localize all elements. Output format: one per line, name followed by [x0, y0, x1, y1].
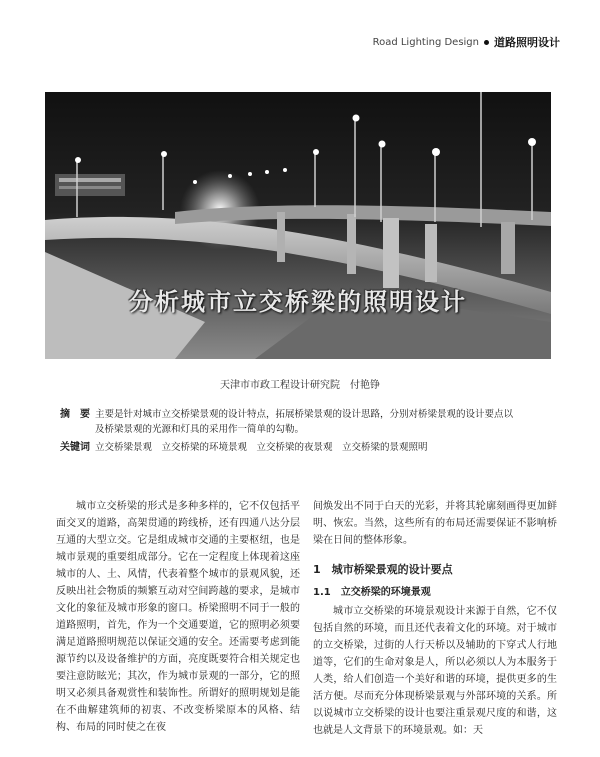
- header-english: Road Lighting Design: [372, 36, 479, 48]
- section-heading: 1 城市桥梁景观的设计要点: [313, 563, 453, 576]
- paragraph: 间焕发出不同于白天的光彩，并将其轮廓刻画得更加鲜明、恢宏。当然，这些所有的布局还需要保证不影响桥梁在日间的整体形象。: [313, 501, 557, 546]
- abstract-text: 主要是针对城市立交桥梁景观的设计特点，拓展桥梁景观的设计思路，分别对桥梁景观的设计要点以及桥梁景观的光源和灯具的采用作一简单的勾勒。: [95, 409, 514, 435]
- author-affiliation: 天津市市政工程设计研究院 付艳铮: [220, 380, 380, 391]
- running-header: [373, 34, 560, 50]
- abstract-label: 摘 要: [60, 409, 90, 420]
- bullet-icon: [484, 40, 489, 45]
- header-chinese: 道路照明设计: [494, 36, 560, 49]
- night-overpass-photo: [45, 92, 551, 359]
- abstract-block: [60, 407, 515, 437]
- right-column: [313, 498, 557, 739]
- left-column: [56, 498, 300, 736]
- subsection-heading: 1.1 立交桥梁的环境景观: [313, 587, 431, 598]
- keywords-label: 关键词: [60, 442, 90, 453]
- keywords-text: 立交桥梁景观 立交桥梁的环境景观 立交桥梁的夜景观 立交桥梁的景观照明: [95, 442, 428, 453]
- keywords-block: [60, 440, 515, 455]
- paragraph: 城市立交桥梁的形式是多种多样的，它不仅包括平面交叉的道路，高架贯通的跨线桥，还有四通八达分层互通的大型立交。它是组成城市交通的主要枢纽，也是城市景观的重要组成部分。它在一定程度上体现着这座城市的人、土、风情，代表着整个城市的景观风貌，还反映出社会物质的频繁互动对空间跨越的要求，是城市文化的象征及城市形象的窗口。桥梁照明不同于一般的道路照明，首先，作为一个交通要道，它的照明必须要满足道路照明规范以保证交通的安全。还需要考虑到能源节约以及设备维护的方面，亮度既要符合相关规定也要注意防眩光；其次，作为城市景观的一部分，它的照明又必须具备观赏性和装饰性。所谓好的照明规划是能在不曲解建筑师的初衷、不改变桥梁原本的风格、结构、布局的同时使之在夜: [56, 501, 300, 733]
- overpass-illustration: [45, 92, 551, 359]
- paragraph: 城市立交桥梁的环境景观设计来源于自然，它不仅包括自然的环境，而且还代表着文化的环境。对于城市的立交桥梁，过街的人行天桥以及辅助的下穿式人行地道等，它们的生命对象是人，所以必须以人为本服务于人类，给人们创造一个美好和谐的环境，提供更多的生活方便。尽而充分体现桥梁景观与外部环境的关系。所以说城市立交桥梁的设计也要注重景观尺度的和谐，这也就是人文背景下的环境景观。如：天: [313, 606, 557, 736]
- article-title: 分析城市立交桥梁的照明设计: [129, 288, 467, 316]
